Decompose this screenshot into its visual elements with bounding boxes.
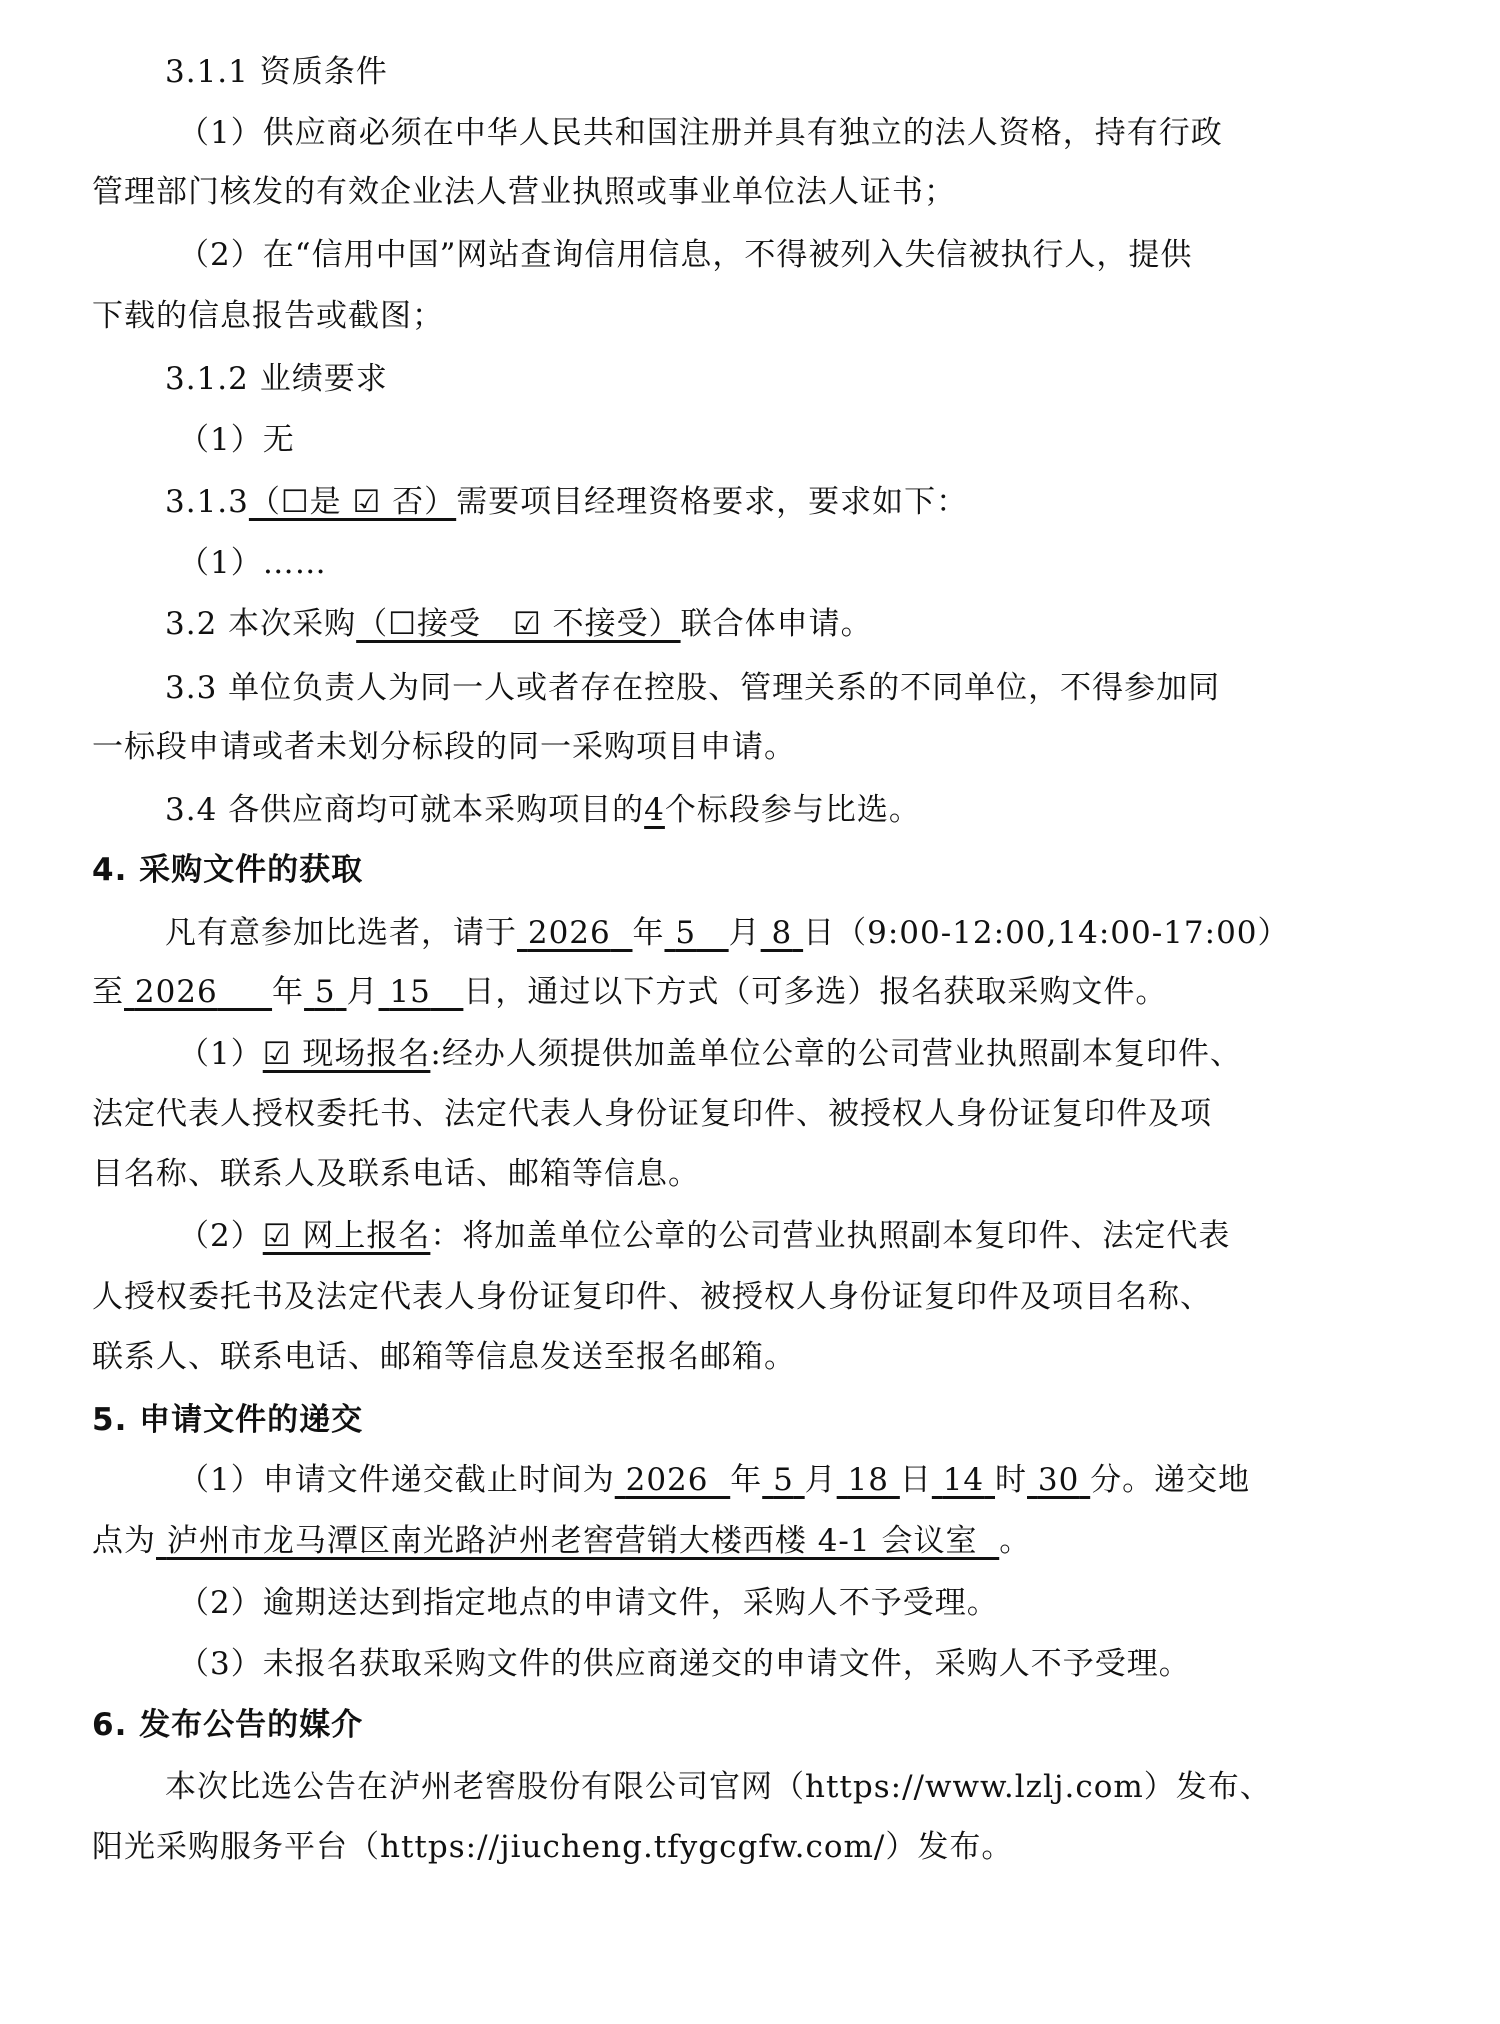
end-year: 2026 bbox=[134, 974, 218, 1010]
start-year: 2026 bbox=[527, 915, 611, 951]
text: 时 bbox=[995, 1462, 1028, 1498]
section-text-end: 个标段参与比选。 bbox=[664, 792, 921, 828]
qualification-2-line-1: （2）在“信用中国”网站查询信用信息，不得被列入失信被执行人，提供 bbox=[178, 237, 1193, 273]
text: 日，通过以下方式（可多选）报名获取采购文件。 bbox=[463, 974, 1168, 1010]
text: 分。递交地 bbox=[1090, 1462, 1251, 1498]
section-3-1-1 bbox=[165, 52, 388, 92]
section-3-2 bbox=[165, 604, 873, 644]
text: 。 bbox=[999, 1523, 1032, 1559]
section-number: 3.1.2 bbox=[165, 361, 249, 397]
text: 日 bbox=[899, 1462, 932, 1498]
heading-6: 6. 发布公告的媒介 bbox=[92, 1707, 364, 1743]
onsite-registration-option: ☑ 现场报名 bbox=[262, 1036, 431, 1072]
onsite-registration-line-1 bbox=[178, 1034, 1242, 1074]
media-line-1: 本次比选公告在泸州老窖股份有限公司官网（https://www.lzlj.com）发布、 bbox=[165, 1769, 1272, 1805]
text: :经办人须提供加盖单位公章的公司营业执照副本复印件、 bbox=[430, 1036, 1242, 1072]
text: 日 bbox=[803, 915, 836, 951]
text: 年 bbox=[730, 1462, 763, 1498]
section-3-3-line-1: 3.3 单位负责人为同一人或者存在控股、管理关系的不同单位，不得参加同 bbox=[165, 670, 1221, 706]
start-month: 5 bbox=[675, 915, 697, 951]
deadline-hour: 14 bbox=[942, 1462, 985, 1498]
qualification-2-line-2: 下载的信息报告或截图； bbox=[92, 298, 444, 334]
late-submission-rule: （2）逾期送达到指定地点的申请文件，采购人不予受理。 bbox=[178, 1585, 999, 1621]
text: ：将加盖单位公章的公司营业执照副本复印件、法定代表 bbox=[430, 1218, 1231, 1254]
registration-period-line-2 bbox=[92, 972, 1167, 1012]
heading-4: 4. 采购文件的获取 bbox=[92, 852, 364, 888]
onsite-registration-line-2: 法定代表人授权委托书、法定代表人身份证复印件、被授权人身份证复印件及项 bbox=[92, 1096, 1212, 1132]
text: 月 bbox=[804, 1462, 837, 1498]
performance-item-1: （1）无 bbox=[178, 422, 295, 458]
deadline-year: 2026 bbox=[625, 1462, 709, 1498]
text: 年 bbox=[272, 974, 305, 1010]
end-month: 5 bbox=[314, 974, 336, 1010]
section-text: 3.4 各供应商均可就本采购项目的 bbox=[165, 792, 645, 828]
section-title: 资质条件 bbox=[259, 54, 388, 90]
unregistered-submission-rule: （3）未报名获取采购文件的供应商递交的申请文件，采购人不予受理。 bbox=[178, 1646, 1191, 1682]
text: （1）申请文件递交截止时间为 bbox=[178, 1462, 615, 1498]
online-registration-line-1 bbox=[178, 1216, 1230, 1256]
qualification-1-line-2: 管理部门核发的有效企业法人营业执照或事业单位法人证书； bbox=[92, 174, 956, 210]
end-day: 15 bbox=[389, 974, 431, 1010]
text: 年 bbox=[632, 915, 665, 951]
section-3-4 bbox=[165, 790, 921, 830]
submission-place-line bbox=[92, 1521, 1031, 1561]
online-registration-line-3: 联系人、联系电话、邮箱等信息发送至报名邮箱。 bbox=[92, 1339, 796, 1375]
lot-count: 4 bbox=[644, 792, 665, 828]
heading-5: 5. 申请文件的递交 bbox=[92, 1402, 364, 1438]
text: 至 bbox=[92, 974, 124, 1010]
item-number: （1） bbox=[178, 1036, 263, 1072]
qualification-1-line-1: （1）供应商必须在中华人民共和国注册并具有独立的法人资格，持有行政 bbox=[178, 115, 1223, 151]
start-day: 8 bbox=[771, 915, 793, 951]
online-registration-line-2: 人授权委托书及法定代表人身份证复印件、被授权人身份证复印件及项目名称、 bbox=[92, 1279, 1212, 1315]
submission-place: 泸州市龙马潭区南光路泸州老窖营销大楼西楼 4-1 会议室 bbox=[166, 1523, 978, 1559]
deadline-minute: 30 bbox=[1037, 1462, 1080, 1498]
onsite-registration-line-3: 目名称、联系人及联系电话、邮箱等信息。 bbox=[92, 1156, 700, 1192]
text: 月 bbox=[346, 974, 379, 1010]
section-3-1-3 bbox=[165, 482, 968, 522]
media-line-2: 阳光采购服务平台（https://jiucheng.tfygcgfw.com/）发布。 bbox=[92, 1829, 1014, 1865]
section-number: 3.1.1 bbox=[165, 54, 249, 90]
text: 凡有意参加比选者，请于 bbox=[165, 915, 517, 951]
deadline-month: 5 bbox=[773, 1462, 794, 1498]
item-number: （2） bbox=[178, 1218, 263, 1254]
section-number: 3.1.3 bbox=[165, 484, 249, 520]
section-3-3-line-2: 一标段申请或者未划分标段的同一采购项目申请。 bbox=[92, 729, 796, 765]
consortium-checkbox-group: （☐接受 ☑ 不接受） bbox=[356, 606, 681, 642]
submission-deadline-line-1 bbox=[178, 1460, 1250, 1500]
manager-requirement-item-1: （1）…… bbox=[178, 545, 327, 581]
text: 点为 bbox=[92, 1523, 156, 1559]
section-text: 需要项目经理资格要求，要求如下： bbox=[456, 484, 969, 520]
section-title: 业绩要求 bbox=[259, 361, 388, 397]
section-text: 3.2 本次采购 bbox=[165, 606, 357, 642]
business-hours: （9:00-12:00,14:00-17:00） bbox=[835, 915, 1290, 951]
section-text-end: 联合体申请。 bbox=[680, 606, 873, 642]
deadline-day: 18 bbox=[847, 1462, 889, 1498]
section-3-1-2 bbox=[165, 359, 388, 399]
manager-requirement-checkbox-group: （☐是 ☑ 否） bbox=[248, 484, 457, 520]
text: 月 bbox=[728, 915, 761, 951]
registration-period-line-1 bbox=[165, 913, 1290, 953]
online-registration-option: ☑ 网上报名 bbox=[262, 1218, 431, 1254]
